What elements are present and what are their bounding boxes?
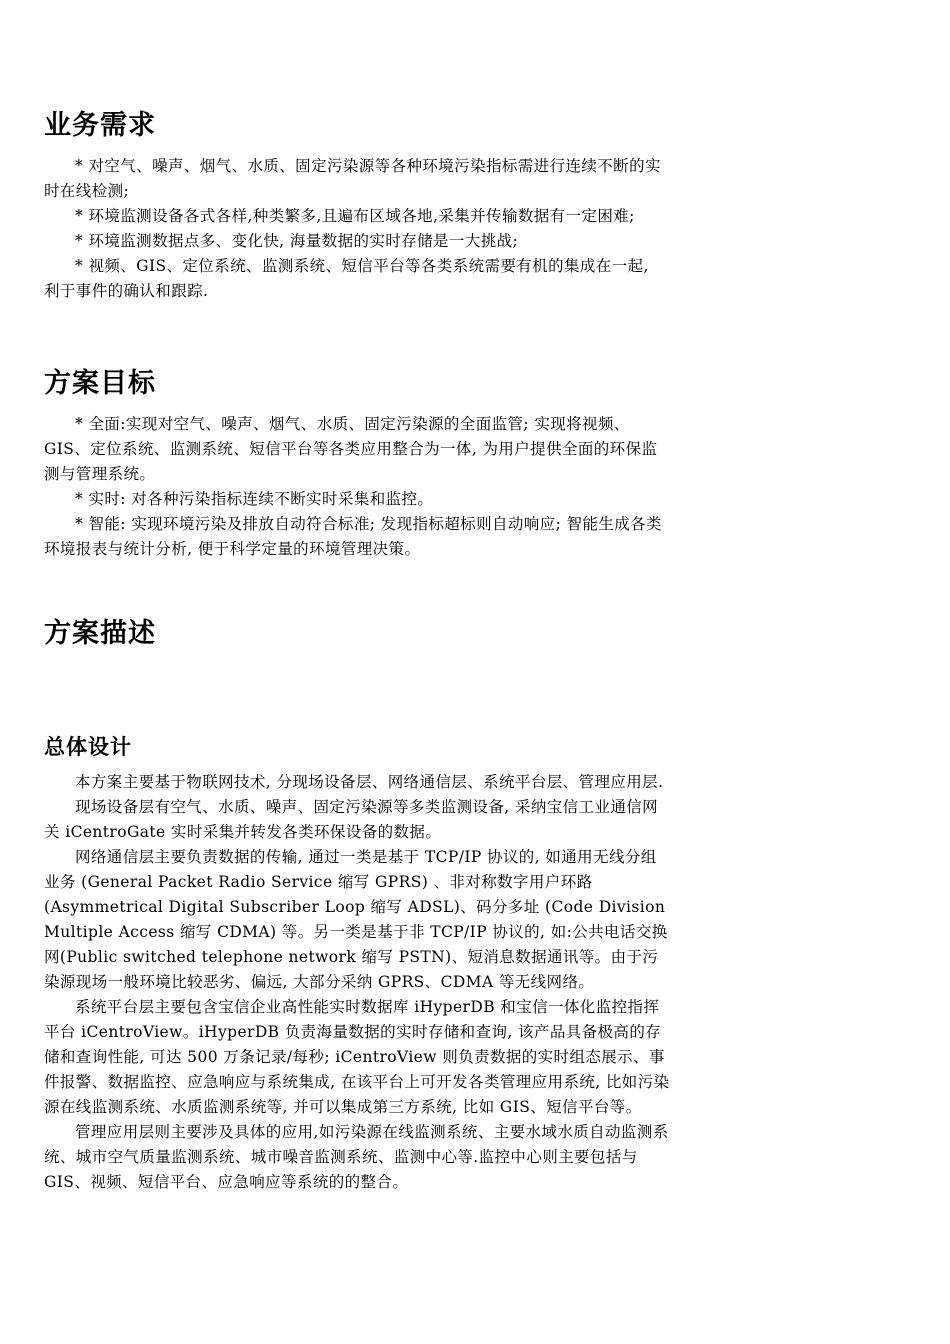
section-spacer (44, 562, 670, 614)
paragraph: * 对空气、噪声、烟气、水质、固定污染源等各种环境污染指标需进行连续不断的实时在线检测; (44, 157, 661, 200)
paragraph: * 实时: 对各种污染指标连续不断实时采集和监控。 (75, 490, 434, 508)
heading-business-requirements: 业务需求 (44, 110, 156, 141)
paragraph: * 环境监测数据点多、变化快, 海量数据的实时存储是一大挑战; (75, 232, 519, 250)
paragraph: 网络通信层主要负责数据的传输, 通过一类是基于 TCP/IP 协议的, 如通用无线分组业务 (General Packet Radio Service 缩写 GPRS) 、非对称数字用户环路 (Asymmetrical Digital Subscriber Loop 缩写 ADSL)、码分多址 (Code Division Multiple Access 缩写 CDMA) 等。另一类是基于非 TCP/IP 协议的, 如:公共电话交换网(Public switched telephone network 缩写 PSTN)、短消息数据通讯等。由于污染源现场一般环境比较恶劣、偏远, 大部分采纳 GPRS、CDMA 等无线网络。 (44, 848, 668, 991)
heading-overall-design: 总体设计 (44, 735, 132, 759)
document-page (44, 106, 670, 1195)
paragraph: 管理应用层则主要涉及具体的应用,如污染源在线监测系统、主要水域水质自动监测系统、城市空气质量监测系统、城市噪音监测系统、监测中心等.监控中心则主要包括与 GIS、视频、短信平台、应急响应等系统的的整合。 (44, 1123, 669, 1191)
heading-solution-goals: 方案目标 (44, 368, 156, 399)
paragraph: * 环境监测设备各式各样,种类繁多,且遍布区域各地,采集并传输数据有一定困难; (75, 207, 635, 225)
paragraph: * 智能: 实现环境污染及排放自动符合标准; 发现指标超标则自动响应; 智能生成各类环境报表与统计分析, 便于科学定量的环境管理决策。 (44, 515, 662, 558)
paragraph: 系统平台层主要包含宝信企业高性能实时数据库 iHyperDB 和宝信一体化监控指挥平台 iCentroView。iHyperDB 负责海量数据的实时存储和查询, 该产品具备极高的存储和查询性能, 可达 500 万条记录/每秒; iCentroView 则负责数据的实时组态展示、事件报警、数据监控、应急响应与系统集成, 在该平台上可开发各类管理应用系统, 比如污染源在线监测系统、水质监测系统等, 并可以集成第三方系统, 比如 GIS、短信平台等。 (44, 998, 670, 1116)
heading-solution-description: 方案描述 (44, 618, 156, 649)
section-spacer (44, 304, 670, 364)
paragraph: 本方案主要基于物联网技术, 分现场设备层、网络通信层、系统平台层、管理应用层. (75, 773, 664, 791)
paragraph: * 视频、GIS、定位系统、监测系统、短信平台等各类系统需要有机的集成在一起, 利于事件的确认和跟踪. (44, 257, 649, 300)
paragraph: 现场设备层有空气、水质、噪声、固定污染源等多类监测设备, 采纳宝信工业通信网关 iCentroGate 实时采集并转发各类环保设备的数据。 (44, 798, 659, 841)
section-spacer (44, 662, 670, 732)
paragraph: * 全面:实现对空气、噪声、烟气、水质、固定污染源的全面监管; 实现将视频、GIS、定位系统、监测系统、短信平台等各类应用整合为一体, 为用户提供全面的环保监测与管理系统。 (44, 415, 658, 483)
